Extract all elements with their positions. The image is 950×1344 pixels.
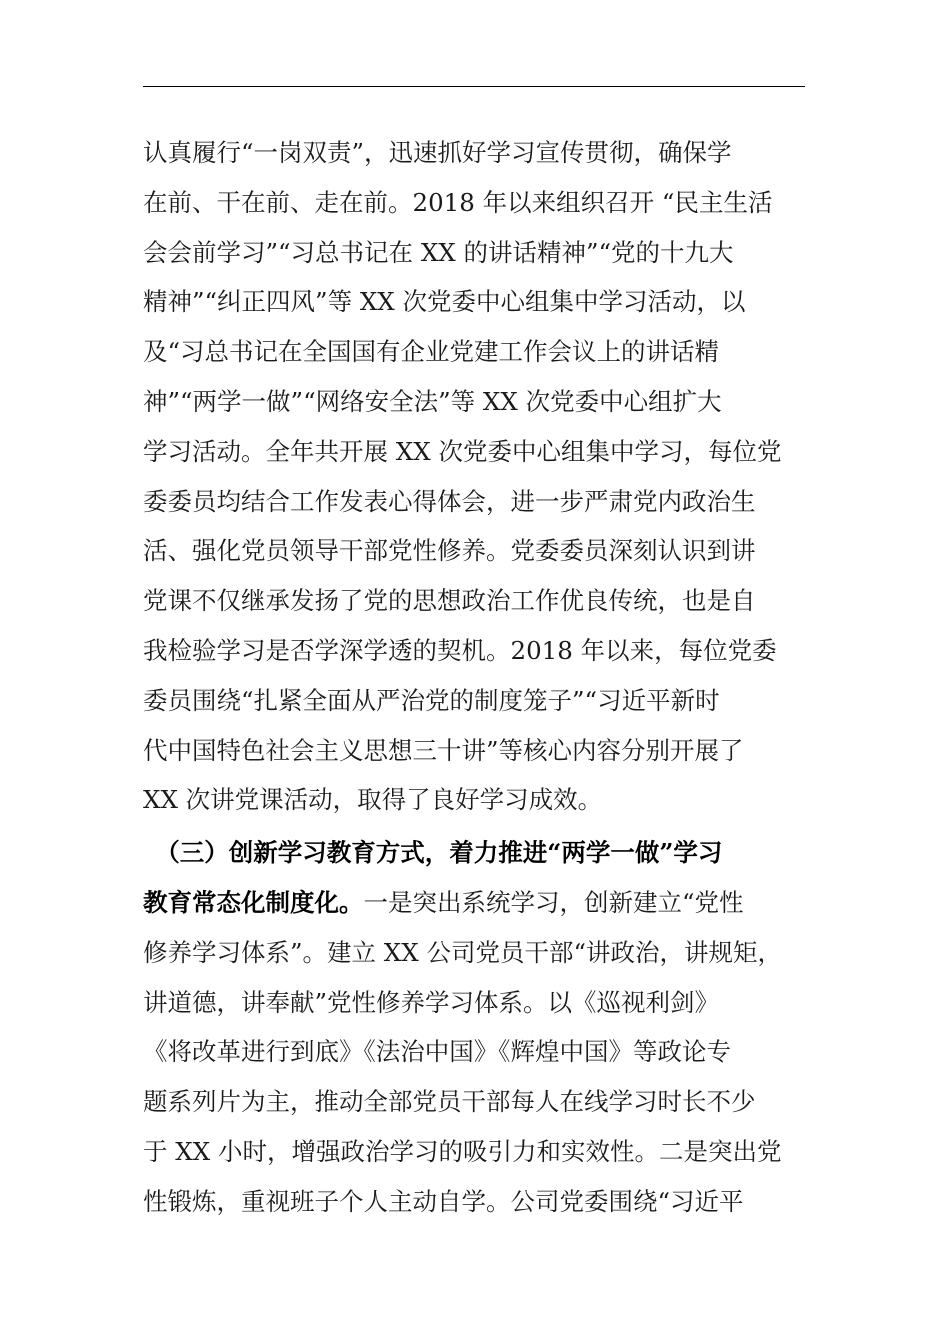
paragraph-line: 讲道德，讲奉献”党性修养学习体系。以《巡视利剑》 [143,987,720,1017]
paragraph-line: 在前、干在前、走在前。2018 年以来组织召开 “民主生活 [143,187,773,217]
paragraph-line: XX 次讲党课活动，取得了良好学习成效。 [143,785,603,815]
paragraph-line: 神”“两学一做”“网络安全法”等 XX 次党委中心组扩大 [143,386,722,416]
section-3-heading-end: 教育常态化制度化。 [143,887,364,917]
paragraph-line: 党课不仅继承发扬了党的思想政治工作优良传统，也是自 [143,586,756,616]
paragraph-line: 代中国特色社会主义思想三十讲”等核心内容分别开展了 [143,735,744,765]
section-3-line [143,878,833,928]
paragraph-line: 委委员均结合工作发表心得体会，进一步严肃党内政治生 [143,486,756,516]
section-3-text: 一是突出系统学习，创新建立“党性 [363,887,744,917]
paragraph-1 [143,128,833,825]
paragraph-line: 学习活动。全年共开展 XX 次党委中心组集中学习，每位党 [143,436,782,466]
paragraph-line: 我检验学习是否学深学透的契机。2018 年以来，每位党委 [143,635,777,665]
header-rule [143,86,805,87]
paragraph-line: 于 XX 小时，增强政治学习的吸引力和实效性。二是突出党 [143,1136,782,1166]
paragraph-line: 委员围绕“扎紧全面从严治党的制度笼子”“习近平新时 [143,685,720,715]
paragraph-line: 性锻炼，重视班子个人主动自学。公司党委围绕“习近平 [143,1186,744,1216]
paragraph-line: 《将改革进行到底》《法治中国》《辉煌中国》等政论专 [143,1037,731,1067]
document-body [143,128,833,1227]
paragraph-line: 会会前学习”“习总书记在 XX 的讲话精神”“党的十九大 [143,237,734,267]
paragraph-line: 修养学习体系”。建立 XX 公司党员干部“讲政治，讲规矩， [143,937,783,967]
paragraph-line: 认真履行“一岗双责”，迅速抓好学习宣传贯彻，确保学 [143,138,732,167]
paragraph-line: 精神”“纠正四风”等 XX 次党委中心组集中学习活动，以 [143,287,746,317]
section-3 [143,828,833,1226]
paragraph-line: 题系列片为主，推动全部党员干部每人在线学习时长不少 [143,1087,756,1117]
section-3-heading: （三）创新学习教育方式，着力推进“两学一做”学习 [143,838,723,868]
paragraph-line: 活、强化党员领导干部党性修养。党委委员深刻认识到讲 [143,536,756,566]
paragraph-line: 及“习总书记在全国国有企业党建工作会议上的讲话精 [143,337,720,367]
